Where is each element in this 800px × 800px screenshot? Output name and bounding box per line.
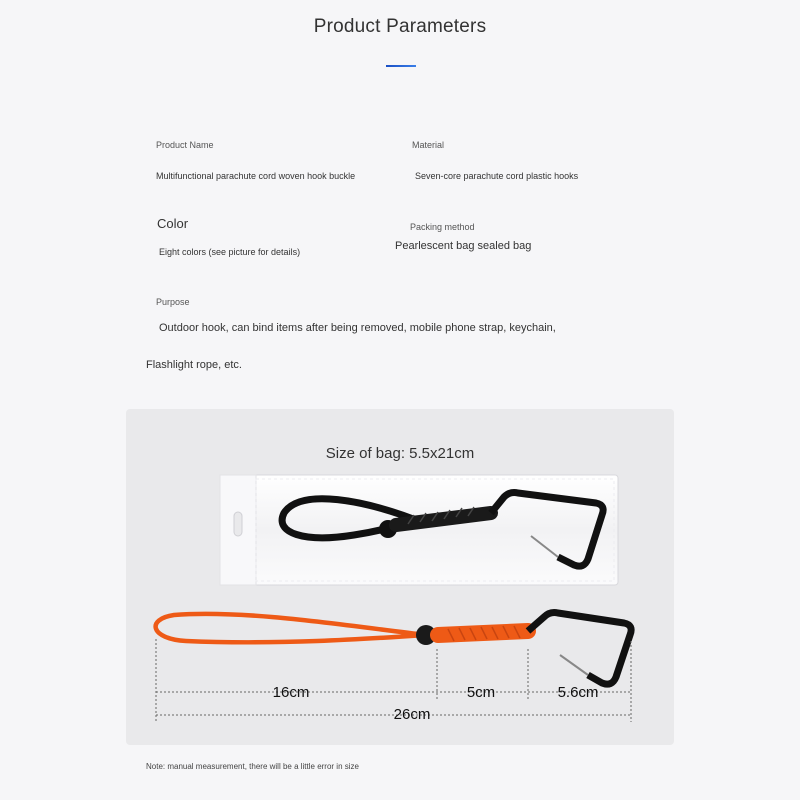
color-value: Eight colors (see picture for details): [159, 247, 301, 257]
orange-cord-loop: [156, 614, 426, 643]
purpose-value-line1: Outdoor hook, can bind items after being removed, mobile phone strap, keychain,: [159, 322, 556, 334]
dim-cord-label: 16cm: [272, 684, 310, 701]
color-label: Color: [157, 216, 189, 231]
purpose-value-line2: Flashlight rope, etc.: [146, 359, 242, 371]
bag-hang-hole: [234, 512, 242, 536]
packing-method-value: Pearlescent bag sealed bag: [395, 240, 532, 252]
dim-hook-label: 5.6cm: [557, 684, 599, 701]
dim-total-label: 26cm: [393, 706, 431, 723]
bag-size-caption: Size of bag: 5.5x21cm: [325, 445, 475, 462]
title-accent-bar: [386, 65, 416, 67]
measurement-note: Note: manual measurement, there will be a little error in size: [146, 762, 359, 771]
orange-carabiner: [528, 613, 631, 685]
product-name-label: Product Name: [156, 140, 214, 150]
material-label: Material: [412, 140, 445, 150]
purpose-label: Purpose: [156, 297, 190, 307]
dim-knot-label: 5cm: [466, 684, 496, 701]
material-value: Seven-core parachute cord plastic hooks: [415, 171, 579, 181]
packaging-bag: [220, 475, 618, 585]
page-title: Product Parameters: [313, 16, 487, 37]
product-photo: [126, 409, 674, 745]
product-name-value: Multifunctional parachute cord woven hook buckle: [156, 171, 356, 181]
product-photo-panel: [126, 409, 674, 745]
packing-method-label: Packing method: [410, 222, 475, 232]
orange-lanyard: [156, 613, 632, 685]
